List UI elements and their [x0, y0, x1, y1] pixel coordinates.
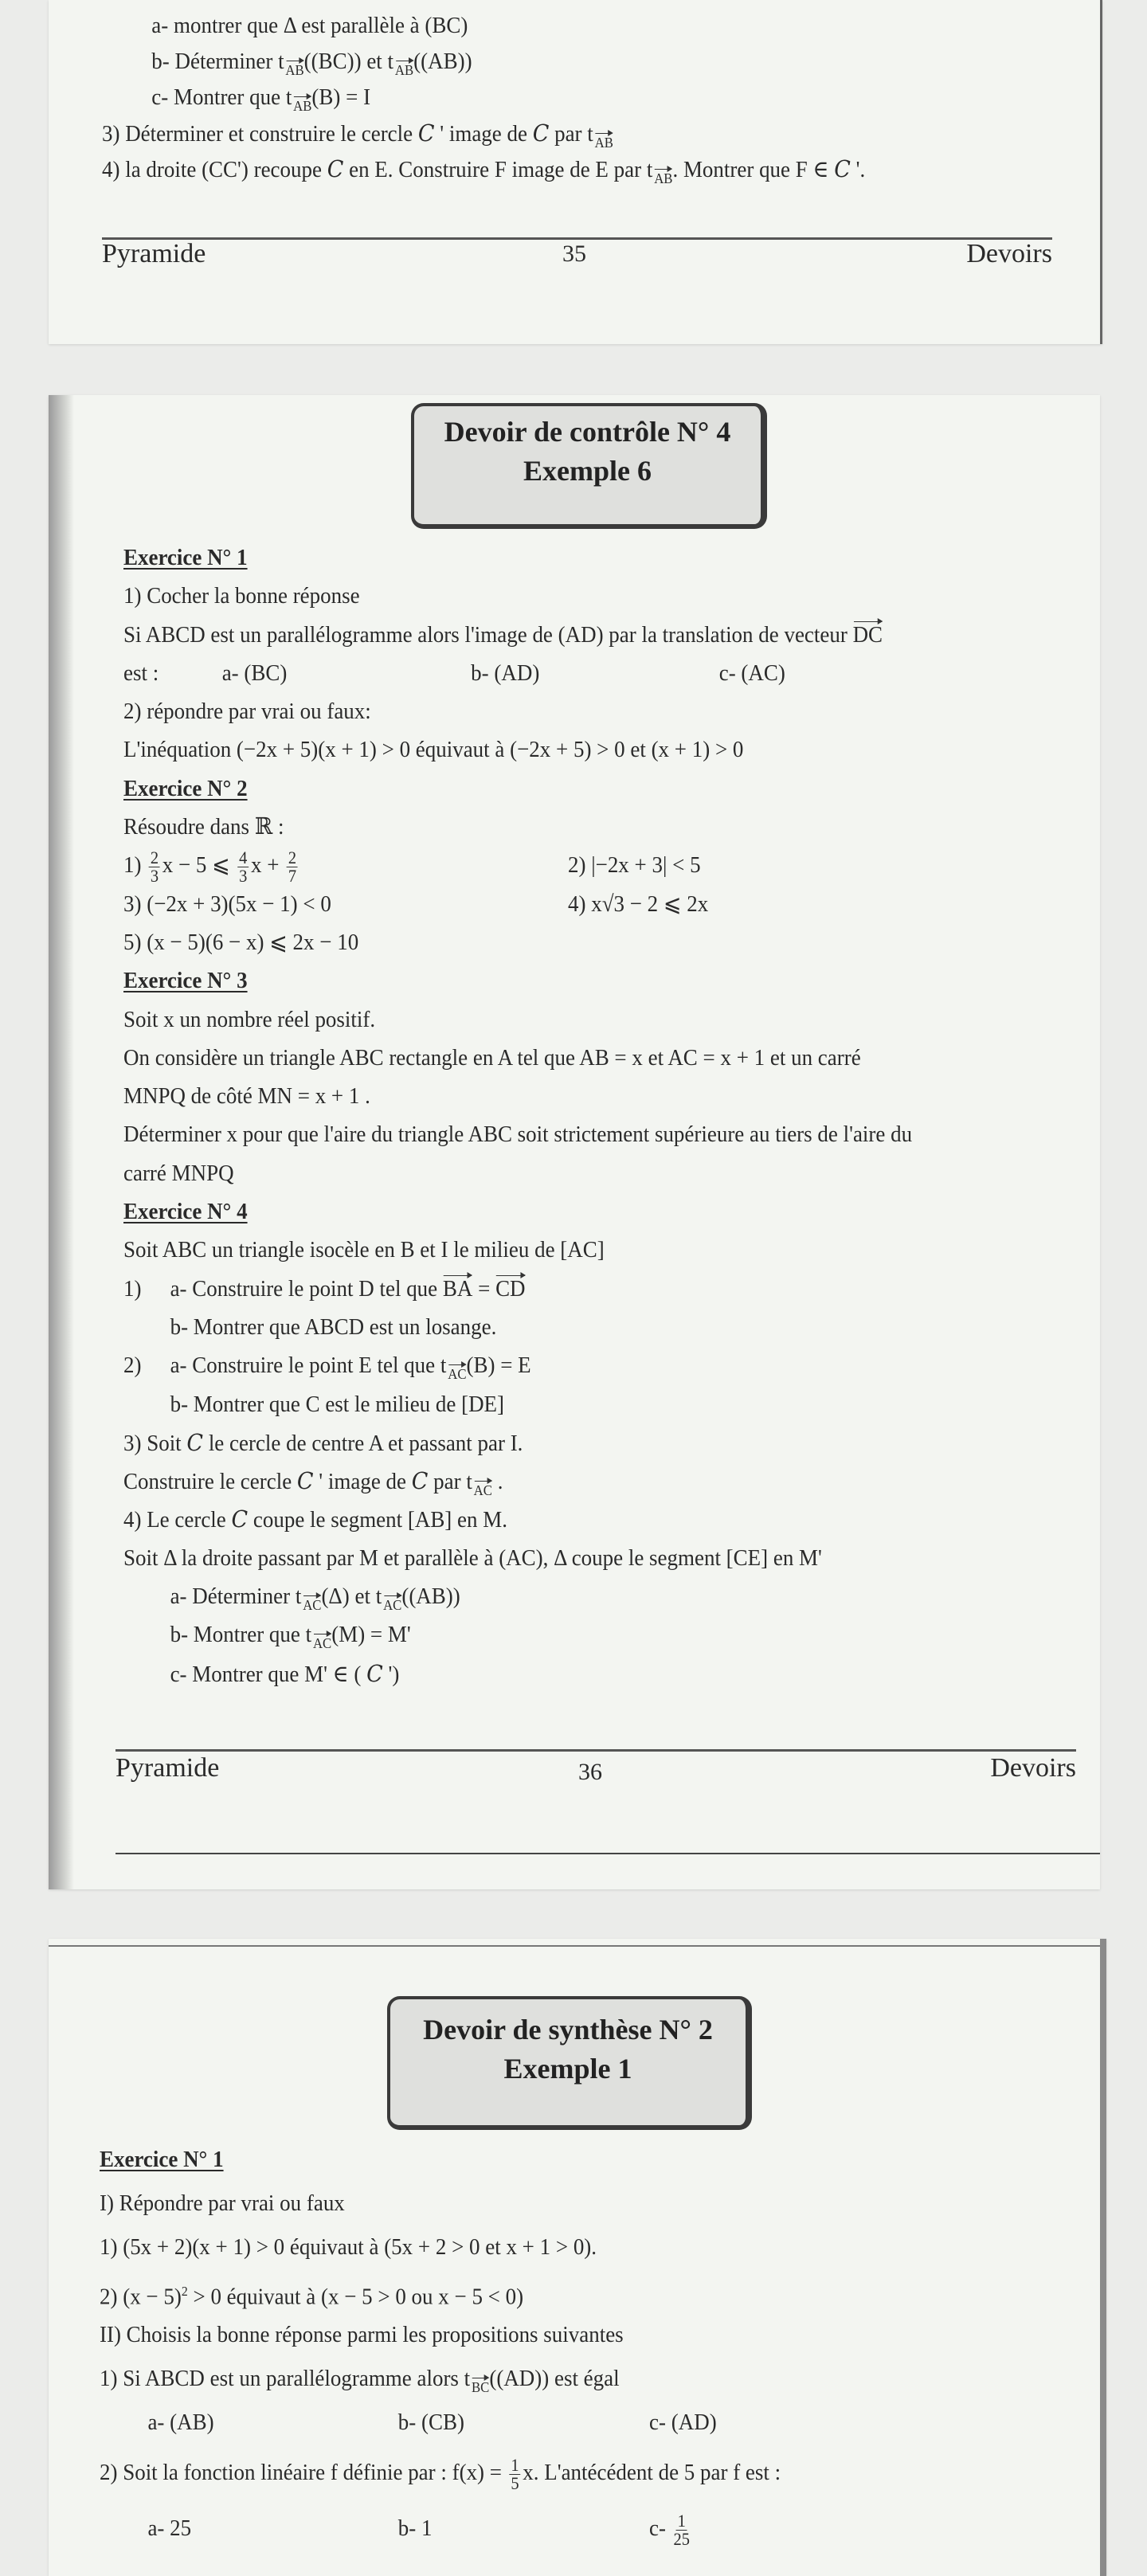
translation-notation: t AC — [295, 1584, 322, 1614]
numerator: 4 — [239, 848, 248, 868]
text-line — [100, 2445, 1030, 2500]
exercise-title — [123, 968, 248, 993]
text-line — [100, 2226, 1030, 2269]
footer-publisher: Pyramide — [102, 239, 206, 268]
text-line — [123, 1039, 1032, 1077]
fraction — [149, 849, 160, 885]
circle-symbol: C — [532, 119, 550, 147]
exercise-item — [123, 846, 300, 885]
text-line — [123, 1270, 1032, 1308]
text-run: x − 5 ⩽ — [162, 852, 236, 879]
text-run: c- (AC) — [718, 660, 785, 686]
denominator: 25 — [673, 2528, 691, 2549]
text-line — [123, 1539, 1032, 1577]
vector-subscript: AB — [594, 135, 613, 151]
text-run: b- (CB) — [397, 2410, 464, 2435]
exercise-item — [123, 885, 331, 923]
text-line — [123, 1385, 1032, 1423]
exam-title: Devoir de contrôle N° 4 — [444, 416, 731, 448]
vector-subscript: AB — [654, 170, 673, 186]
exercise-title — [100, 2147, 224, 2172]
text-run: ((AB)) — [413, 49, 472, 74]
text-run: 3) Déterminer et construire le cercle — [102, 121, 418, 147]
answer-option — [147, 2500, 191, 2556]
answer-option — [398, 2401, 464, 2445]
answer-option — [719, 654, 785, 692]
fraction — [237, 849, 249, 885]
text-run: a- montrer que Δ est parallèle à (BC) — [151, 13, 468, 38]
text-run: carré MNPQ — [123, 1160, 234, 1186]
text-run: 1) Cocher la bonne réponse — [123, 583, 360, 609]
fraction — [287, 849, 298, 885]
text-run: a- Construire le point E tel que — [170, 1353, 440, 1379]
exercise-heading — [123, 961, 1032, 1000]
text-run: Si ABCD est un parallélogramme alors l'image de (AD) par la translation de vecteur — [123, 621, 853, 648]
text-run: 2) Soit la fonction linéaire f définie par : f(x) = — [100, 2460, 507, 2485]
circle-symbol: C — [296, 1467, 314, 1495]
exercise-item — [568, 846, 701, 884]
translation-notation: t AB — [278, 49, 304, 78]
vector-subscript: AB — [293, 98, 312, 114]
text-run: ((BC)) et — [303, 49, 388, 74]
exercise-heading — [123, 769, 1032, 808]
denominator: 3 — [150, 866, 159, 887]
denominator: 3 — [239, 866, 248, 887]
text-line — [123, 1077, 1032, 1115]
text-run: Exercice N° 3 — [123, 968, 248, 994]
text-line — [100, 2182, 1030, 2226]
text-run: (M) = M' — [331, 1622, 411, 1648]
text-line — [123, 1615, 1032, 1654]
text-run: a- Déterminer — [170, 1584, 296, 1610]
text-run: ') — [382, 1661, 400, 1687]
text-line — [100, 2500, 1030, 2556]
text-run: > 0 équivaut à (x − 5 > 0 ou x − 5 < 0) — [187, 2284, 524, 2310]
text-run: Exercice N° 1 — [100, 2147, 224, 2172]
denominator: 7 — [288, 866, 297, 887]
text-run: c- — [649, 2515, 671, 2541]
text-run: Soit ABC un triangle isocèle en B et I le milieu de [AC] — [123, 1237, 605, 1263]
text-run: Exercice N° 2 — [123, 775, 248, 801]
page-36 — [49, 395, 1100, 1889]
text-run: Exercice N° 4 — [123, 1199, 248, 1225]
text-run: a- (BC) — [221, 660, 288, 686]
text-run: = — [472, 1275, 496, 1302]
text-run: 1) (5x + 2)(x + 1) > 0 équivaut à (5x + 2 > 0 et x + 1 > 0). — [100, 2234, 597, 2260]
text-run: 3) (−2x + 3)(5x − 1) < 0 — [123, 891, 331, 917]
text-run: (B) = E — [466, 1353, 531, 1379]
text-line — [123, 846, 1032, 887]
text-line — [100, 2313, 1030, 2357]
text-run: x + — [251, 852, 285, 879]
text-run: 3) Soit — [123, 1430, 187, 1456]
text-run: (B) = I — [311, 84, 371, 110]
circle-symbol: C — [417, 119, 435, 147]
exam-title-box — [411, 403, 767, 529]
text-run: Soit x un nombre réel positif. — [123, 1006, 376, 1032]
text-run: 4) la droite (CC') recoupe — [102, 157, 327, 182]
answer-option — [222, 654, 288, 692]
text-line — [123, 1346, 1032, 1384]
vector-subscript: AB — [394, 62, 414, 78]
text-line — [123, 808, 1032, 846]
text-line — [123, 730, 1032, 769]
text-run: ((AB)) — [401, 1584, 460, 1610]
text-run: 5) (x − 5)(6 − x) ⩽ 2x − 10 — [123, 929, 359, 955]
vector-subscript: AC — [383, 1597, 402, 1614]
page-number: 36 — [578, 1759, 602, 1785]
translation-notation: t AC — [466, 1469, 492, 1499]
vector-subscript: AC — [448, 1366, 467, 1383]
exercise-heading — [123, 1192, 1032, 1231]
text-run: '. — [850, 157, 866, 182]
text-run: . — [491, 1469, 503, 1495]
answer-option — [649, 2401, 717, 2445]
text-run: par — [549, 121, 588, 147]
answer-option — [649, 2500, 692, 2556]
translation-notation: t AB — [587, 121, 613, 151]
text-run: est : — [123, 660, 159, 686]
text-run: x. L'antécédent de 5 par f est : — [523, 2460, 781, 2485]
translation-notation: t AC — [375, 1584, 402, 1614]
exam-title: Devoir de synthèse N° 2 — [423, 2014, 713, 2046]
text-line — [123, 1000, 1032, 1039]
text-run: On considère un triangle ABC rectangle en A tel que AB = x et AC = x + 1 et un carré — [123, 1044, 861, 1071]
text-line — [123, 923, 1032, 961]
translation-notation: t AB — [646, 157, 673, 186]
text-run: I) Répondre par vrai ou faux — [100, 2190, 345, 2216]
text-run: coupe le segment [AB] en M. — [248, 1507, 507, 1533]
page-number: 35 — [562, 241, 586, 267]
text-run: 1) — [123, 852, 147, 879]
text-line — [123, 1154, 1032, 1192]
text-run: . Montrer que F ∈ — [672, 157, 835, 182]
exercise-title — [123, 545, 248, 570]
answer-option — [398, 2500, 433, 2556]
vector-subscript: AB — [285, 62, 304, 78]
footer-publisher: Pyramide — [115, 1753, 220, 1783]
text-line — [123, 1308, 1032, 1346]
text-run: Exercice N° 1 — [123, 545, 248, 570]
answer-option — [147, 2401, 213, 2445]
text-run: c- Montrer que — [151, 84, 286, 110]
text-line — [102, 151, 1030, 187]
text-run: II) Choisis la bonne réponse parmi les propositions suivantes — [100, 2322, 624, 2347]
text-line — [123, 1654, 1032, 1693]
text-line — [100, 2401, 1030, 2445]
translation-notation: t AB — [387, 49, 414, 78]
text-run: b- Montrer que C est le milieu de [DE] — [170, 1391, 505, 1417]
denominator: 5 — [511, 2472, 519, 2493]
exercise-heading — [100, 2138, 1030, 2182]
text-run: en E. Construire F image de E par — [343, 157, 647, 182]
text-line — [100, 2269, 1030, 2313]
footer-divider — [102, 237, 1052, 240]
vector-subscript: AC — [303, 1597, 322, 1614]
item-number: 1) — [123, 1275, 142, 1302]
text-line — [123, 885, 1032, 923]
vector-subscript: AC — [312, 1635, 332, 1652]
text-run: a- 25 — [147, 2515, 192, 2541]
text-run: 2) répondre par vrai ou faux: — [123, 699, 371, 725]
text-line — [123, 1423, 1032, 1462]
footer-section: Devoirs — [990, 1753, 1076, 1783]
text-run: Soit Δ la droite passant par M et parallèle à (AC), Δ coupe le segment [CE] en M' — [123, 1544, 822, 1571]
text-run: MNPQ de côté MN = x + 1 . — [123, 1083, 370, 1110]
text-line — [123, 654, 1032, 692]
text-run: par — [428, 1469, 467, 1495]
text-run: a- (AB) — [147, 2410, 214, 2435]
exam-subtitle: Exemple 6 — [523, 454, 652, 487]
text-run: Construire le cercle — [123, 1469, 297, 1495]
numerator: 2 — [288, 848, 297, 868]
text-run: ' image de — [434, 121, 533, 147]
vector: CD — [495, 1275, 526, 1302]
page-37 — [49, 1939, 1106, 2576]
exercise-title — [123, 1199, 248, 1224]
text-run: Déterminer x pour que l'aire du triangle ABC soit strictement supérieure au tiers de l'aire du — [123, 1122, 913, 1148]
text-line — [123, 1231, 1032, 1269]
text-line — [123, 1115, 1032, 1153]
page-body — [100, 2138, 1100, 2556]
translation-notation: t BC — [464, 2366, 490, 2395]
text-run: ((AD)) est égal — [489, 2366, 620, 2391]
numerator: 1 — [511, 2454, 519, 2475]
circle-symbol: C — [411, 1467, 429, 1495]
exponent: 2 — [181, 2284, 188, 2299]
page-body — [102, 8, 1100, 187]
text-run: le cercle de centre A et passant par I. — [203, 1430, 523, 1456]
vector-subscript: AC — [473, 1482, 492, 1499]
text-line — [102, 115, 1030, 151]
exercise-item — [568, 885, 708, 923]
circle-symbol: C — [834, 155, 851, 182]
translation-notation: t AC — [440, 1353, 467, 1383]
translation-notation: t AC — [305, 1622, 332, 1652]
numerator: 2 — [150, 848, 159, 868]
page-body — [123, 538, 1100, 1693]
text-line — [123, 692, 1032, 730]
text-run: 2) (x − 5) — [100, 2284, 182, 2310]
answer-option — [123, 654, 159, 692]
circle-symbol: C — [327, 155, 344, 182]
text-run: L'inéquation (−2x + 5)(x + 1) > 0 équivaut à (−2x + 5) > 0 et (x + 1) > 0 — [123, 737, 744, 763]
answer-option — [471, 654, 539, 692]
fraction — [674, 2512, 690, 2548]
text-run: 2) |−2x + 3| < 5 — [568, 852, 701, 879]
text-run: a- Construire le point D tel que — [170, 1275, 443, 1302]
text-run: 4) Le cercle — [123, 1507, 232, 1533]
footer-divider — [115, 1749, 1076, 1752]
text-run: b- Montrer que ABCD est un losange. — [170, 1313, 497, 1340]
exam-subtitle: Exemple 1 — [503, 2052, 632, 2085]
text-line — [102, 8, 1030, 44]
translation-notation: t AB — [285, 84, 312, 114]
exercise-title — [123, 776, 248, 801]
circle-symbol: C — [366, 1659, 383, 1687]
page-edge-line — [115, 1853, 1100, 1854]
numerator: 1 — [677, 2510, 686, 2531]
text-line — [100, 2357, 1030, 2401]
text-line — [123, 1462, 1032, 1500]
text-line — [102, 80, 1030, 115]
text-run: b- (AD) — [471, 660, 540, 686]
text-run: 4) x√3 − 2 ⩽ 2x — [568, 891, 709, 917]
text-run: b- Déterminer — [151, 49, 279, 74]
circle-symbol: C — [186, 1428, 204, 1456]
exercise-heading — [123, 538, 1032, 577]
vector: BA — [442, 1275, 473, 1302]
text-line — [123, 577, 1032, 615]
footer-section: Devoirs — [966, 239, 1052, 268]
text-run: 1) Si ABCD est un parallélogramme alors — [100, 2366, 464, 2391]
text-run: b- 1 — [397, 2515, 433, 2541]
vector: DC — [852, 621, 883, 648]
text-run: c- (AD) — [649, 2410, 717, 2435]
text-run: Résoudre dans ℝ : — [123, 814, 284, 840]
vector-subscript: BC — [472, 2379, 490, 2395]
text-run: c- Montrer que M' ∈ ( — [170, 1661, 367, 1687]
text-line — [102, 44, 1030, 80]
text-run: ' image de — [313, 1469, 412, 1495]
text-run: b- Montrer que — [170, 1622, 306, 1648]
text-line — [123, 1500, 1032, 1538]
text-line — [123, 1577, 1032, 1615]
text-line — [123, 616, 1032, 654]
exam-title-box — [387, 1996, 752, 2130]
page-35 — [49, 0, 1102, 344]
item-number: 2) — [123, 1353, 142, 1379]
fraction — [510, 2454, 521, 2493]
circle-symbol: C — [231, 1505, 249, 1533]
text-run: (Δ) et — [321, 1584, 376, 1610]
